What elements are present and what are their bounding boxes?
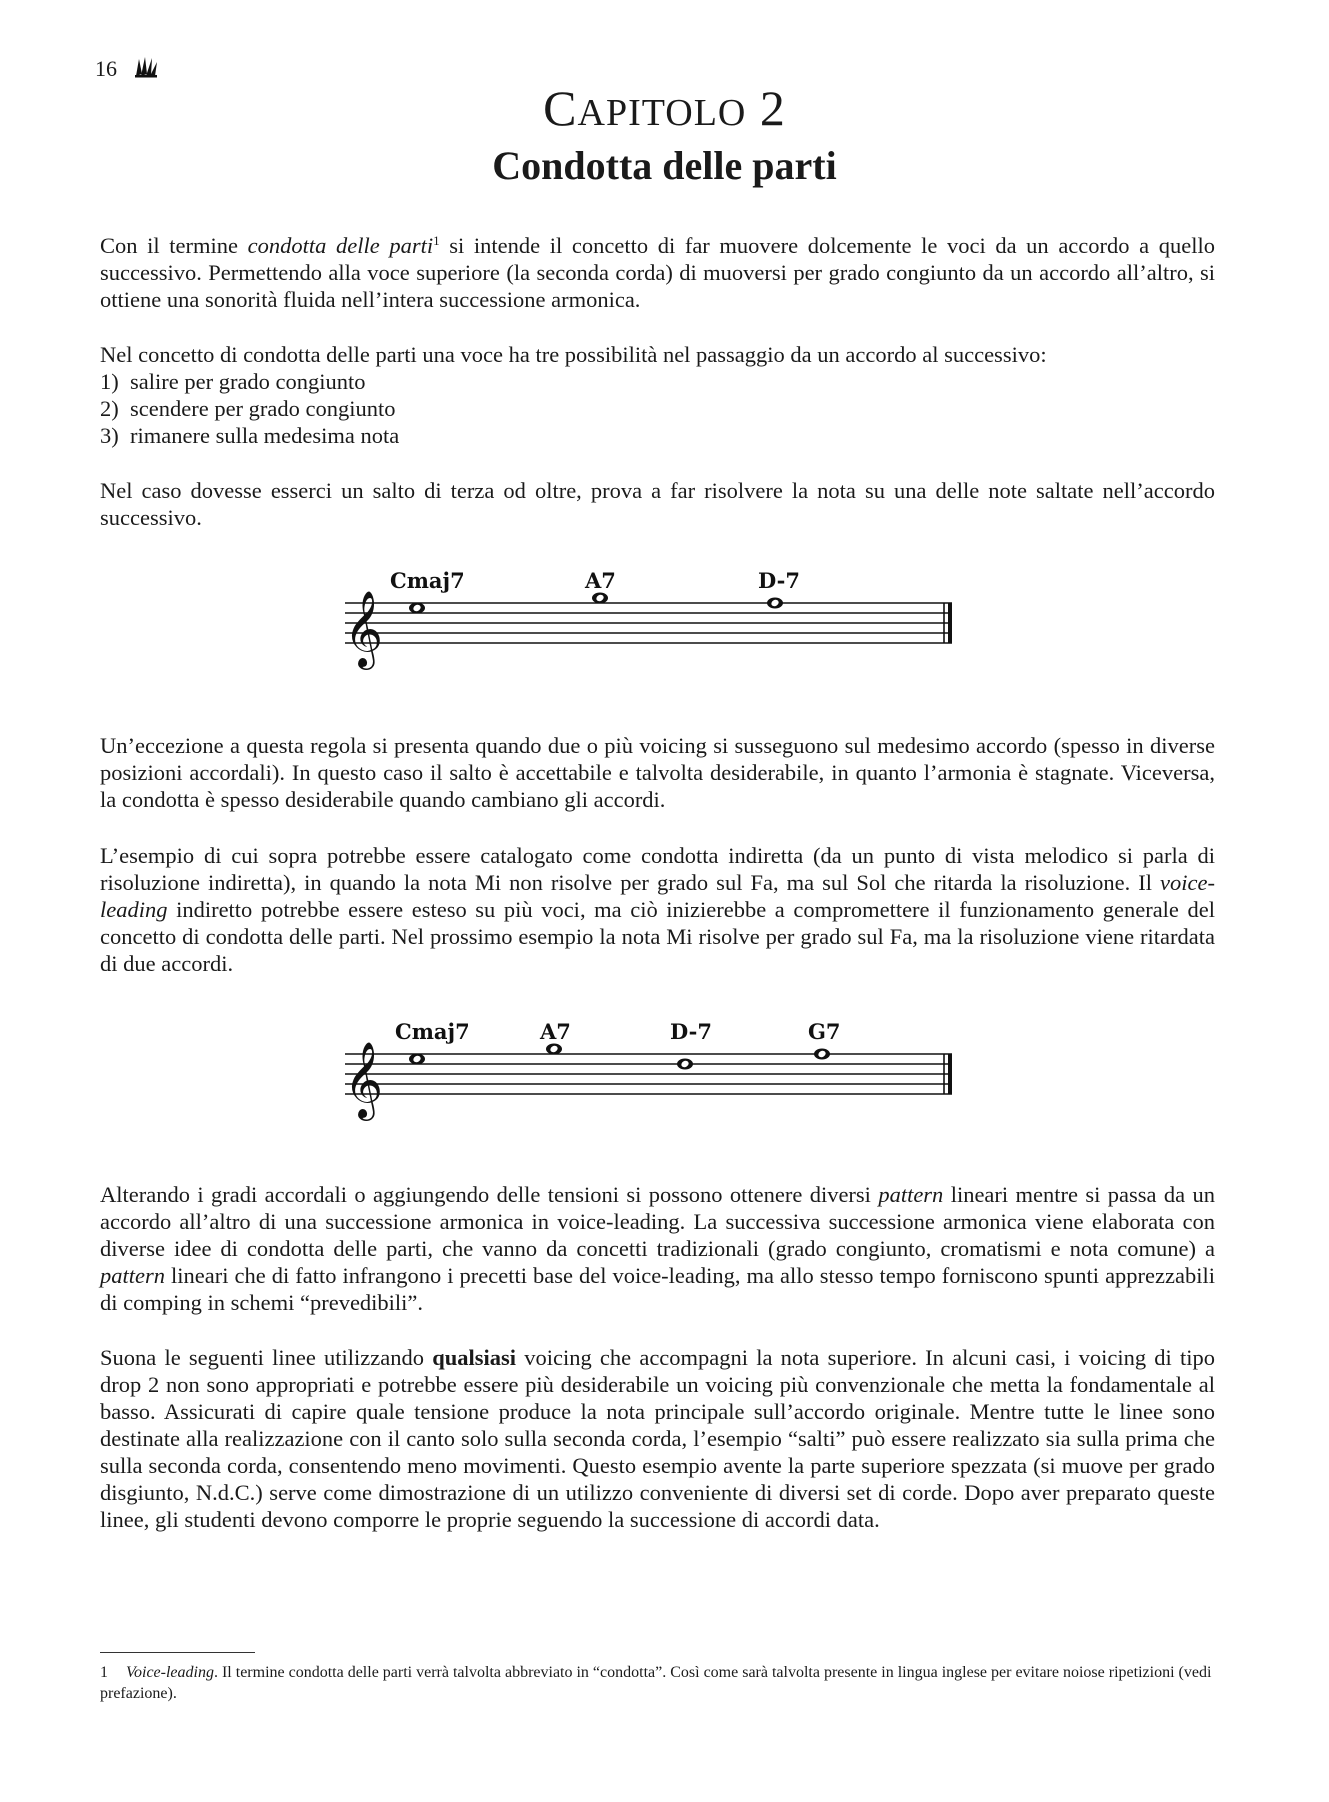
- example2-chords: [395, 1019, 841, 1044]
- whole-note-f5: [814, 1049, 830, 1060]
- paragraph-patterns: Alterando i gradi accordali o aggiungendo delle tensioni si possono ottenere diversi pattern lineari mentre si passa da un accordo all’altro di una successione armonica in voice-leading. La successiva successione armonica viene elaborata con diverse idee di condotta delle parti, che vanno da concetti tradizionali (grado congiunto, cromatismi e nota comune) a pattern lineari che di fatto infrangono i precetti base del voice-leading, ma allo stesso tempo forniscono spunti apprezzabili di comping in schemi “prevedibili”.: [100, 1182, 1215, 1315]
- chord-label: D-7: [758, 568, 800, 593]
- page-number: 16: [95, 56, 117, 81]
- chapter-title: Condotta delle parti: [492, 143, 837, 188]
- whole-note-g5: [546, 1044, 562, 1055]
- list-item: 1) salire per grado congiunto: [100, 369, 366, 394]
- chord-label: Cmaj7: [390, 568, 465, 593]
- footnote: 1 Voice-leading. Il termine condotta delle parti verrà talvolta abbreviato in “condotta”. Così come sarà talvolta presente in lingua inglese per evitare noiose ripetizioni (vedi prefazione).: [100, 1664, 1212, 1702]
- paragraph-intro: Con il termine condotta delle parti$^1$ si intende il concetto di far muovere dolcemente le voci da un accordo a quello successivo. Permettendo alla voce superiore (la seconda corda) di muoversi per grado congiunto da un accordo all’altro, si ottiene una sonorità fluida nell’intera successione armonica.: [100, 233, 1215, 312]
- example1-chords: [390, 568, 800, 593]
- treble-clef-icon: 𝄞: [344, 590, 384, 667]
- paragraph-exception: Un’eccezione a questa regola si presenta quando due o più voicing si susseguono sul medesimo accordo (spesso in diverse posizioni accordali). In questo caso il salto è accettabile e talvolta desiderabile, in quanto l’armonia è stagnate. Viceversa, la condotta è spesso desiderabile quando cambiano gli accordi.: [100, 733, 1215, 812]
- example2-notes: [409, 1044, 830, 1070]
- music-example-1: [340, 565, 960, 675]
- chord-label: D-7: [670, 1019, 712, 1044]
- whole-note-d5: [677, 1059, 693, 1070]
- list-item: 3) rimanere sulla medesima nota: [100, 423, 400, 448]
- whole-note-e5: [409, 603, 425, 614]
- chord-label: A7: [585, 568, 616, 593]
- paragraph-instructions: Suona le seguenti linee utilizzando qualsiasi voicing che accompagni la nota superiore. In alcuni casi, i voicing di tipo drop 2 non sono appropriati e potrebbe essere più desiderabile un voicing più convenzionale che metta la fondamentale al basso. Assicurati di capire quale tensione produce la nota principale sull’accordo originale. Mentre tutte le linee sono destinate alla realizzazione con il canto solo sulla seconda corda, l’esempio “salti” può essere realizzato sia sulla prima che sulla seconda corda, consentendo meno movimenti. Questo esempio avente la parte superiore spezzata (si muove per grado disgiunto, N.d.C.) serve come dimostrazione di un utilizzo conveniente di diversi set di corde. Dopo aver preparato queste linee, gli studenti devono comporre le proprie seguendo la successione di accordi data.: [100, 1345, 1215, 1532]
- whole-note-g5: [592, 593, 608, 604]
- chord-label: G7: [808, 1019, 841, 1044]
- chord-label: Cmaj7: [395, 1019, 470, 1044]
- music-example-2: [340, 1016, 960, 1126]
- footnote-number: 1: [100, 1664, 108, 1681]
- paragraph-possibilities: Nel concetto di condotta delle parti una voce ha tre possibilità nel passaggio da un accordo al successivo: 1) salire per grado congiunto 2) scendere per grado congiunto 3) rimanere sulla medesima nota: [100, 341, 1215, 449]
- footnote-ref[interactable]: 1: [433, 233, 440, 248]
- treble-clef-icon: 𝄞: [344, 1041, 384, 1118]
- paragraph-leap: Nel caso dovesse esserci un salto di terza od oltre, prova a far risolvere la nota su una delle note saltate nell’accordo successivo.: [100, 478, 1215, 530]
- whole-note-e5: [409, 1054, 425, 1065]
- footnote-divider: [100, 1652, 255, 1653]
- list-item: 2) scendere per grado congiunto: [100, 396, 396, 421]
- chord-label: A7: [540, 1019, 571, 1044]
- whole-note-f5: [767, 598, 783, 609]
- book-fan-icon: [134, 56, 158, 78]
- chapter-label: CAPITOLO 2: [543, 80, 786, 136]
- paragraph-indirect: L’esempio di cui sopra potrebbe essere catalogato come condotta indiretta (da un punto di vista melodico si parla di risoluzione indiretta), in quando la nota Mi non risolve per grado sul Fa, ma sul Sol che ritarda la risoluzione. Il voice-leading indiretto potrebbe essere esteso su più voci, ma ciò inizierebbe a compromettere il funzionamento generale del concetto di condotta delle parti. Nel prossimo esempio la nota Mi risolve per grado sul Fa, ma la risoluzione viene ritardata di due accordi.: [100, 843, 1215, 976]
